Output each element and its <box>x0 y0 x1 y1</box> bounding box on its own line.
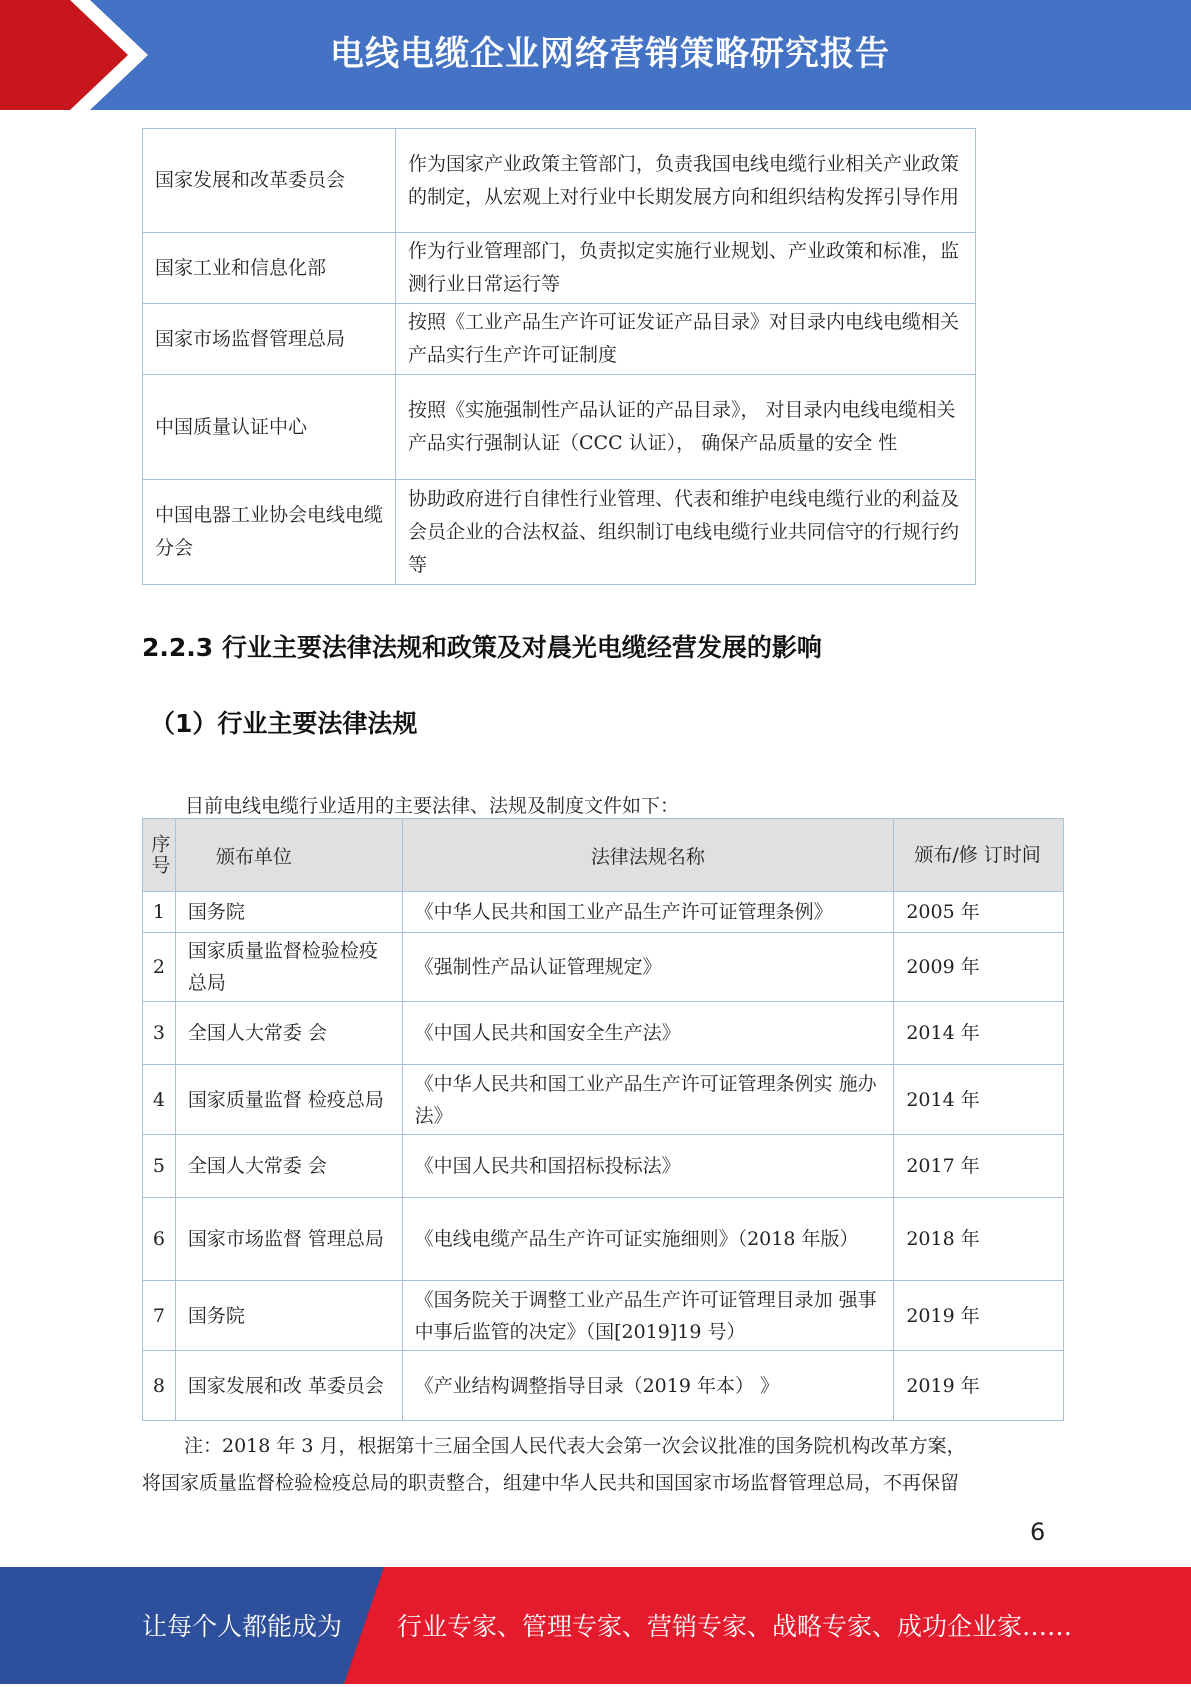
agency-duty: 作为行业管理部门，负责拟定实施行业规划、产业政策和标准，监测行业日常运行等 <box>396 233 976 304</box>
table-header-row <box>143 819 1064 892</box>
row-name: 《中国人民共和国招标投标法》 <box>402 1135 894 1198</box>
row-no: 5 <box>143 1135 176 1198</box>
row-year: 2009 年 <box>894 933 1064 1002</box>
row-name: 《强制性产品认证管理规定》 <box>402 933 894 1002</box>
intro-paragraph: 目前电线电缆行业适用的主要法律、法规及制度文件如下： <box>185 795 680 817</box>
row-year: 2019 年 <box>894 1281 1064 1351</box>
table-row <box>143 892 1064 933</box>
header-no: 序号 <box>143 819 176 892</box>
header-unit: 颁布单位 <box>175 819 402 892</box>
agency-name: 国家工业和信息化部 <box>143 233 396 304</box>
note-paragraph <box>142 1428 1064 1502</box>
row-name: 《国务院关于调整工业产品生产许可证管理目录加 强事中事后监管的决定》（国[2019]19 号） <box>402 1281 894 1351</box>
table-row <box>143 304 976 375</box>
row-year: 2017 年 <box>894 1135 1064 1198</box>
row-unit: 国家质量监督 检疫总局 <box>175 1065 402 1135</box>
agency-duty: 按照《工业产品生产许可证发证产品目录》对目录内电线电缆相关产品实行生产许可证制度 <box>396 304 976 375</box>
row-year: 2019 年 <box>894 1351 1064 1421</box>
agency-name: 中国质量认证中心 <box>143 375 396 480</box>
row-unit: 国务院 <box>175 1281 402 1351</box>
row-name: 《产业结构调整指导目录（2019 年本） 》 <box>402 1351 894 1421</box>
row-name: 《中国人民共和国安全生产法》 <box>402 1002 894 1065</box>
note-line-2: 将国家质量监督检验检疫总局的职责整合，组建中华人民共和国国家市场监督管理总局，不再保留 <box>142 1472 960 1494</box>
footer-slogan-right: 行业专家、管理专家、营销专家、战略专家、成功企业家…… <box>397 1612 1073 1641</box>
row-name: 《电线电缆产品生产许可证实施细则》（2018 年版） <box>402 1198 894 1281</box>
row-name: 《中华人民共和国工业产品生产许可证管理条例》 <box>402 892 894 933</box>
agencies-table <box>142 128 976 585</box>
page-number: 6 <box>1030 1518 1046 1546</box>
report-title: 电线电缆企业网络营销策略研究报告 <box>330 34 890 74</box>
header-year: 颁布/修 订时间 <box>894 819 1064 892</box>
row-no: 4 <box>143 1065 176 1135</box>
row-unit: 国家市场监督 管理总局 <box>175 1198 402 1281</box>
table-row <box>143 933 1064 1002</box>
row-year: 2014 年 <box>894 1002 1064 1065</box>
agency-name: 中国电器工业协会电线电缆分会 <box>143 480 396 585</box>
row-no: 7 <box>143 1281 176 1351</box>
row-no: 2 <box>143 933 176 1002</box>
row-unit: 国家发展和改 革委员会 <box>175 1351 402 1421</box>
row-unit: 全国人大常委 会 <box>175 1135 402 1198</box>
row-unit: 全国人大常委 会 <box>175 1002 402 1065</box>
row-unit: 国家质量监督检验检疫总局 <box>175 933 402 1002</box>
row-unit: 国务院 <box>175 892 402 933</box>
agency-name: 国家市场监督管理总局 <box>143 304 396 375</box>
table-row <box>143 1198 1064 1281</box>
agency-duty: 作为国家产业政策主管部门，负责我国电线电缆行业相关产业政策的制定，从宏观上对行业中长期发展方向和组织结构发挥引导作用 <box>396 129 976 233</box>
note-line-1: 注：2018 年 3 月，根据第十三届全国人民代表大会第一次会议批准的国务院机构改革方案， <box>184 1435 966 1457</box>
agency-duty: 按照《实施强制性产品认证的产品目录》， 对目录内电线电缆相关产品实行强制认证（CCC 认证）， 确保产品质量的安全 性 <box>396 375 976 480</box>
row-no: 8 <box>143 1351 176 1421</box>
subsection-heading: （1）行业主要法律法规 <box>150 709 418 738</box>
row-no: 3 <box>143 1002 176 1065</box>
table-row <box>143 1351 1064 1421</box>
laws-table <box>142 818 1064 1421</box>
agency-duty: 协助政府进行自律性行业管理、代表和维护电线电缆行业的利益及会员企业的合法权益、组织制订电线电缆行业共同信守的行规行约等 <box>396 480 976 585</box>
table-row <box>143 480 976 585</box>
table-row <box>143 1002 1064 1065</box>
table-row <box>143 1135 1064 1198</box>
row-year: 2018 年 <box>894 1198 1064 1281</box>
footer-slogan-left: 让每个人都能成为 <box>142 1612 343 1641</box>
row-year: 2014 年 <box>894 1065 1064 1135</box>
table-row <box>143 1281 1064 1351</box>
row-no: 1 <box>143 892 176 933</box>
table-row <box>143 129 976 233</box>
section-heading: 2.2.3 行业主要法律法规和政策及对晨光电缆经营发展的影响 <box>142 633 822 662</box>
row-name: 《中华人民共和国工业产品生产许可证管理条例实 施办法》 <box>402 1065 894 1135</box>
row-no: 6 <box>143 1198 176 1281</box>
table-row <box>143 375 976 480</box>
row-year: 2005 年 <box>894 892 1064 933</box>
header-chevron-decoration <box>0 0 160 110</box>
agency-name: 国家发展和改革委员会 <box>143 129 396 233</box>
page-header <box>0 0 1191 110</box>
table-row <box>143 1065 1064 1135</box>
header-name: 法律法规名称 <box>402 819 894 892</box>
page-footer <box>0 1567 1191 1684</box>
table-row <box>143 233 976 304</box>
